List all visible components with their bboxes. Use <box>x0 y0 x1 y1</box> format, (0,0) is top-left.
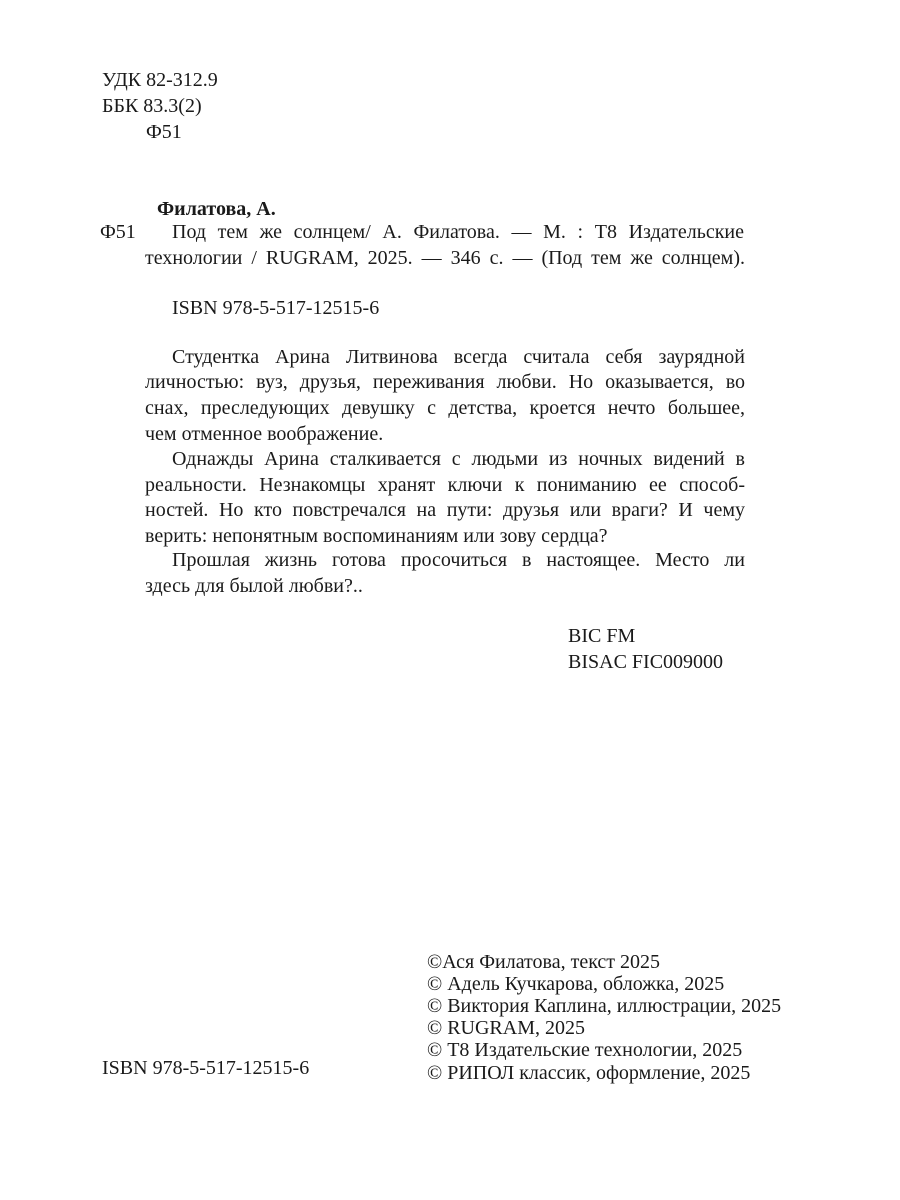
annotation-line: снах, преследующих девушку с детства, кроется нечто большее, <box>145 397 745 419</box>
footer-isbn: ISBN 978-5-517-12515-6 <box>102 1057 310 1079</box>
annotation-line: Однажды Арина сталкивается с людьми из ночных видений в <box>172 448 745 470</box>
annotation-line: здесь для былой любви?.. <box>145 575 363 597</box>
bic-code: BIC FM <box>568 625 636 647</box>
annotation-line: Прошлая жизнь готова просочиться в настоящее. Место ли <box>172 549 745 571</box>
annotation-line: верить: непонятным воспоминаниям или зову сердца? <box>145 525 608 547</box>
bib-line: Под тем же солнцем/ А. Филатова. — М. : Т8 Издательские <box>172 221 744 243</box>
author-mark: Ф51 <box>146 121 182 143</box>
udk-code: УДК 82-312.9 <box>102 69 218 91</box>
copyright-line: © RUGRAM, 2025 <box>427 1017 585 1039</box>
author-name: Филатова, А. <box>157 198 276 220</box>
bisac-code: BISAC FIC009000 <box>568 651 724 673</box>
copyright-line: ©Ася Филатова, текст 2025 <box>427 951 661 973</box>
annotation-line: чем отменное воображение. <box>145 423 384 445</box>
bbk-code: ББК 83.3(2) <box>102 95 202 117</box>
copyright-line: © РИПОЛ классик, оформление, 2025 <box>427 1062 751 1084</box>
bib-line: технологии / RUGRAM, 2025. — 346 с. — (Под тем же солнцем). <box>145 247 745 269</box>
copyright-line: © Адель Кучкарова, обложка, 2025 <box>427 973 725 995</box>
copyright-line: © Виктория Каплина, иллюстрации, 2025 <box>427 995 782 1017</box>
annotation-line: реальности. Незнакомцы хранят ключи к пониманию ее способ- <box>145 474 745 496</box>
annotation-line: ностей. Но кто повстречался на пути: друзья или враги? И чему <box>145 499 745 521</box>
annotation-line: личностью: вуз, друзья, переживания любви. Но оказывается, во <box>145 371 745 393</box>
isbn: ISBN 978-5-517-12515-6 <box>172 297 380 319</box>
copyright-line: © Т8 Издательские технологии, 2025 <box>427 1039 743 1061</box>
bib-author-mark: Ф51 <box>100 221 136 243</box>
annotation-line: Студентка Арина Литвинова всегда считала себя заурядной <box>172 346 745 368</box>
